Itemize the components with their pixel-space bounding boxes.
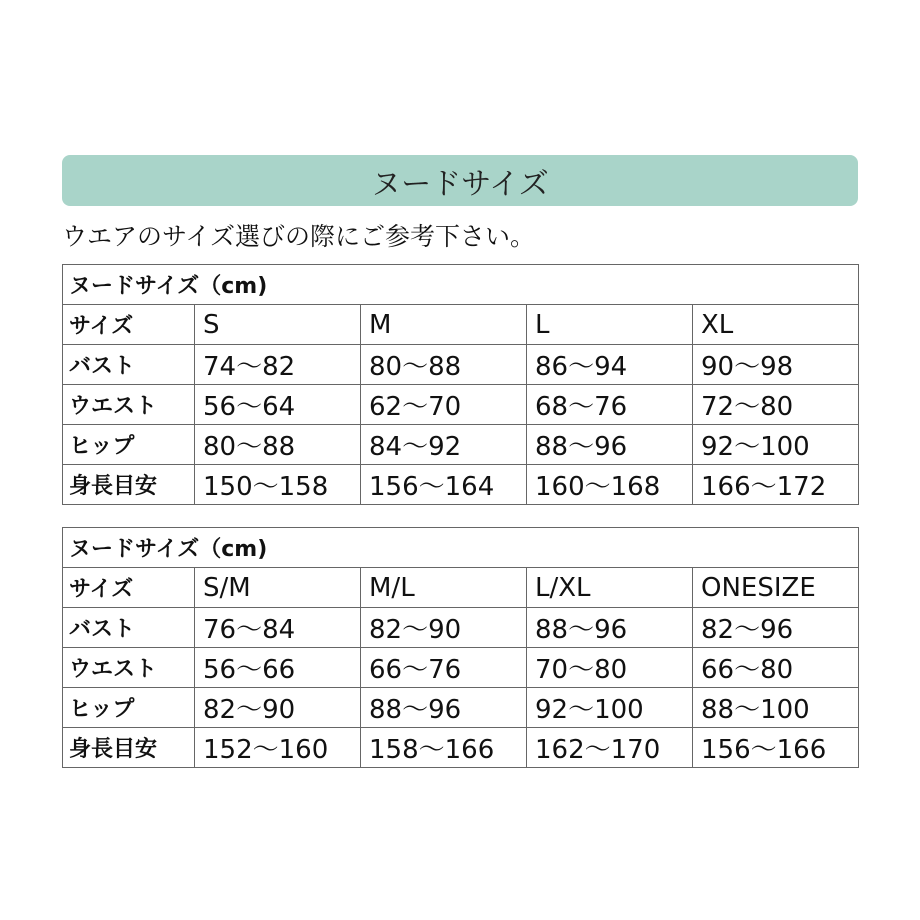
row-label: バスト (63, 608, 195, 648)
table-cell: 162〜170 (527, 728, 693, 768)
table-cell: 74〜82 (195, 345, 361, 385)
row-label: サイズ (63, 305, 195, 345)
row-label: サイズ (63, 568, 195, 608)
table-cell: 82〜90 (361, 608, 527, 648)
table-cell: 90〜98 (693, 345, 859, 385)
table-cell: 160〜168 (527, 465, 693, 505)
table-cell: 166〜172 (693, 465, 859, 505)
table-cell: 84〜92 (361, 425, 527, 465)
table-cell: 86〜94 (527, 345, 693, 385)
table-cell: 156〜166 (693, 728, 859, 768)
table-cell: XL (693, 305, 859, 345)
table-cell: 66〜76 (361, 648, 527, 688)
table-cell: 152〜160 (195, 728, 361, 768)
table-row (63, 305, 859, 345)
table-cell: L (527, 305, 693, 345)
row-label: 身長目安 (63, 465, 195, 505)
table-cell: 80〜88 (361, 345, 527, 385)
table-cell: 158〜166 (361, 728, 527, 768)
table-row (63, 345, 859, 385)
table-cell: 82〜90 (195, 688, 361, 728)
table-cell: 92〜100 (693, 425, 859, 465)
size-table-2 (62, 527, 859, 768)
page-subtitle: ウエアのサイズ選びの際にご参考下さい。 (62, 222, 536, 251)
table-cell: 56〜66 (195, 648, 361, 688)
table-cell: 62〜70 (361, 385, 527, 425)
table-row (63, 648, 859, 688)
table-row (63, 688, 859, 728)
table-cell: 56〜64 (195, 385, 361, 425)
title-banner (62, 155, 858, 206)
table-caption-row (63, 265, 859, 305)
table-cell: 76〜84 (195, 608, 361, 648)
table-cell: M (361, 305, 527, 345)
table-cell: L/XL (527, 568, 693, 608)
table-cell: 66〜80 (693, 648, 859, 688)
table-cell: 68〜76 (527, 385, 693, 425)
row-label: 身長目安 (63, 728, 195, 768)
row-label: ヒップ (63, 425, 195, 465)
table-cell: 88〜96 (527, 608, 693, 648)
table-cell: 72〜80 (693, 385, 859, 425)
banner-title: ヌードサイズ (371, 166, 549, 202)
table-cell: M/L (361, 568, 527, 608)
table-cell: 156〜164 (361, 465, 527, 505)
table-cell: S (195, 305, 361, 345)
table-caption: ヌードサイズ（cm) (63, 265, 859, 305)
table-cell: 82〜96 (693, 608, 859, 648)
row-label: バスト (63, 345, 195, 385)
table-cell: 88〜100 (693, 688, 859, 728)
table-row (63, 465, 859, 505)
table-cell: 92〜100 (527, 688, 693, 728)
table-row (63, 568, 859, 608)
table-caption: ヌードサイズ（cm) (63, 528, 859, 568)
table-cell: S/M (195, 568, 361, 608)
table-row (63, 608, 859, 648)
table-cell: 70〜80 (527, 648, 693, 688)
table-caption-row (63, 528, 859, 568)
row-label: ヒップ (63, 688, 195, 728)
table-row (63, 728, 859, 768)
table-row (63, 425, 859, 465)
row-label: ウエスト (63, 385, 195, 425)
table-cell: 88〜96 (527, 425, 693, 465)
table-cell: ONESIZE (693, 568, 859, 608)
table-cell: 88〜96 (361, 688, 527, 728)
size-table-1 (62, 264, 859, 505)
table-cell: 150〜158 (195, 465, 361, 505)
row-label: ウエスト (63, 648, 195, 688)
table-cell: 80〜88 (195, 425, 361, 465)
table-row (63, 385, 859, 425)
